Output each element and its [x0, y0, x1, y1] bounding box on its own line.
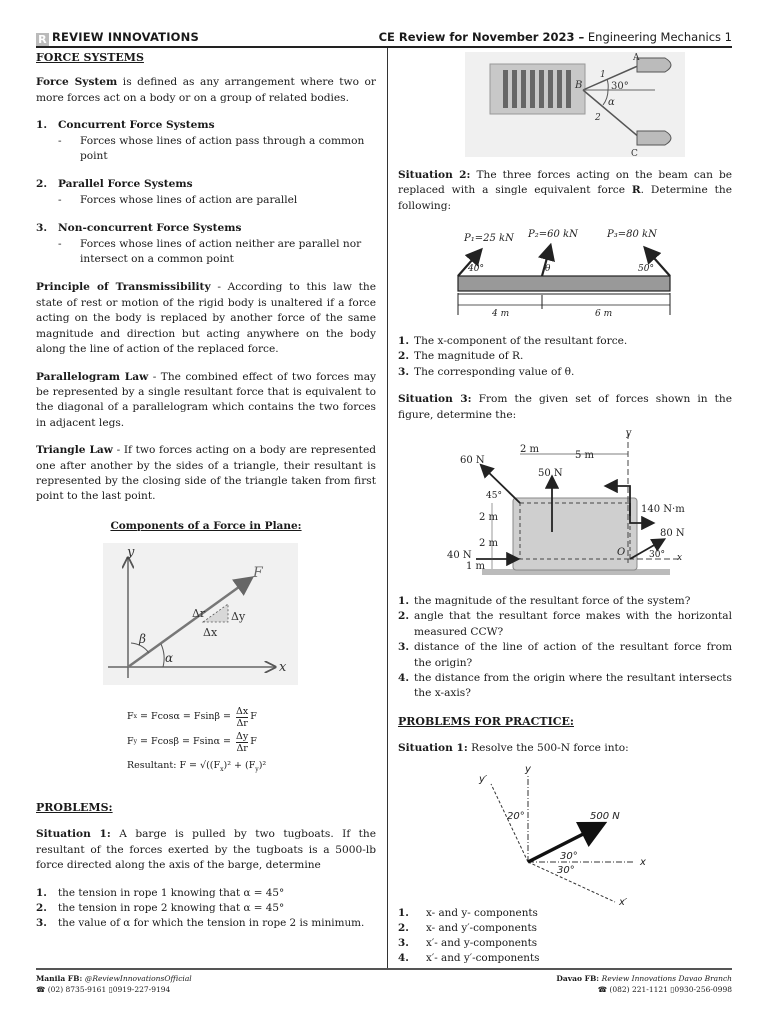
question-text: x′- and y-components: [426, 937, 538, 949]
situation-text: From the given set of forces shown in the figure, determine the:: [398, 393, 733, 421]
question-num: 1.: [398, 907, 409, 919]
question-item: [398, 671, 732, 702]
intro-term: Force System: [36, 76, 118, 89]
svg-text:x′: x′: [619, 897, 628, 907]
fraction: [236, 706, 248, 729]
barge-tugboat-diagram: [465, 52, 685, 157]
question-num: 1.: [36, 886, 47, 899]
force-components-diagram: [103, 543, 298, 685]
law-term: Parallelogram Law: [36, 370, 149, 383]
svg-text:40 N: 40 N: [447, 550, 472, 561]
svg-text:x: x: [640, 857, 646, 868]
svg-text:1: 1: [600, 70, 606, 80]
question-item: [398, 349, 732, 364]
question-item: [36, 901, 376, 916]
svg-text:30°: 30°: [560, 851, 578, 862]
footer-phone: ☎ (082) 221-1121 ▯0930-256-0998: [597, 985, 732, 994]
situation1-questions: [36, 886, 376, 932]
resolve-figure: [465, 762, 685, 907]
bullet-dash: -: [58, 134, 62, 147]
facebook-link[interactable]: Review Innovations Davao Branch: [601, 974, 732, 983]
situation1-paragraph: [36, 827, 376, 873]
situation3-paragraph: [398, 392, 732, 423]
numerator: Δx: [236, 705, 249, 717]
formula-fy: [127, 729, 307, 755]
column-divider: [387, 48, 388, 968]
svg-text:40°: 40°: [468, 264, 484, 274]
question-item: [398, 906, 732, 921]
svg-text:50 N: 50 N: [538, 468, 563, 479]
facebook-link[interactable]: @ReviewInnovationsOfficial: [84, 974, 192, 983]
left-column: [36, 50, 376, 534]
question-num: 2.: [398, 350, 410, 363]
formula-sub: x: [220, 765, 224, 773]
practice-title: PROBLEMS FOR PRACTICE:: [398, 714, 574, 728]
intro-text: is defined as any arrangement where two or more forces act on a body or on a group of related bodies.: [36, 76, 376, 104]
svg-text:60 N: 60 N: [460, 455, 485, 466]
question-num: 1.: [398, 335, 410, 347]
brand-logo: [36, 30, 199, 46]
svg-text:6 m: 6 m: [595, 309, 613, 319]
formula-fx: [127, 705, 307, 729]
question-text: x- and y- components: [426, 907, 538, 919]
footer-phone: ☎ (02) 8735-9161 ▯0919-227-9194: [36, 985, 171, 994]
bullet-dash: -: [58, 237, 62, 250]
situation-label: Situation 1:: [398, 742, 468, 755]
type-title: Parallel Force Systems: [58, 178, 193, 191]
question-item: [36, 886, 376, 901]
type-title: Concurrent Force Systems: [58, 119, 215, 132]
problems-section: [36, 800, 376, 932]
formula-term: F: [127, 736, 134, 747]
denominator: Δr: [236, 717, 248, 729]
situation2-questions: [398, 334, 732, 423]
svg-text:30°: 30°: [557, 865, 575, 876]
question-item: [398, 334, 732, 349]
question-text: distance of the line of action of the resultant force from the origin?: [414, 641, 732, 669]
question-num: 1.: [398, 595, 410, 607]
question-item: [398, 640, 732, 671]
situation-label: Situation 3:: [398, 393, 472, 406]
type-desc: Forces whose lines of action neither are parallel nor intersect on a common point: [80, 237, 362, 266]
question-text: the distance from the origin where the resultant intersects the x-axis?: [414, 672, 732, 700]
situation3-questions: [398, 594, 732, 757]
situation-label: Situation 2:: [398, 169, 471, 181]
law-paragraph: [36, 280, 376, 357]
type-desc: Forces whose lines of action are parallel: [80, 193, 298, 206]
svg-text:4 m: 4 m: [492, 309, 510, 319]
question-item: [398, 936, 732, 951]
question-item: [36, 916, 376, 931]
svg-text:2 m: 2 m: [479, 538, 499, 549]
question-item: [398, 951, 732, 966]
svg-text:x: x: [677, 553, 683, 563]
svg-text:P₁=25 kN: P₁=25 kN: [464, 233, 514, 244]
formula-term: = Fcosβ = Fsinα =: [136, 736, 235, 747]
svg-text:P₂=60 kN: P₂=60 kN: [528, 229, 578, 240]
svg-text:F: F: [253, 565, 263, 581]
svg-text:C: C: [631, 149, 638, 157]
type-item: [36, 177, 376, 208]
header-title-bold: CE Review for November 2023 –: [378, 30, 585, 44]
svg-text:B: B: [575, 80, 583, 91]
formula-sub: y: [133, 738, 137, 745]
law-term: Principle of Transmissibility: [36, 281, 211, 294]
situation-text: The three forces acting on the beam can be replaced with a single equivalent force: [398, 169, 732, 197]
resultant-symbol: R: [631, 184, 641, 197]
type-item: [36, 118, 376, 164]
question-num: 4.: [398, 672, 410, 685]
svg-text:2 m: 2 m: [520, 444, 540, 455]
practice1-paragraph: [398, 741, 732, 756]
svg-text:x: x: [279, 660, 287, 675]
type-item: [36, 221, 376, 267]
formula-term: )²: [258, 760, 267, 771]
logo-mark-icon: R: [36, 33, 49, 46]
type-num: 1.: [36, 119, 48, 132]
svg-text:140 N·m: 140 N·m: [641, 504, 685, 515]
svg-text:500 N: 500 N: [590, 811, 620, 822]
question-text: The x-component of the resultant force.: [414, 335, 628, 347]
law-paragraph: [36, 370, 376, 432]
law-text: - The combined effect of two forces may be represented by a single resultant force that is equivalent to the diagonal of a parallelogram which contains the two forces in adjacent legs.: [36, 370, 376, 429]
question-text: x- and y′-components: [426, 922, 537, 934]
type-title: Non-concurrent Force Systems: [58, 222, 242, 235]
question-text: the tension in rope 2 knowing that α = 45°: [58, 902, 285, 915]
question-text: x′- and y′-components: [426, 952, 540, 964]
question-num: 2.: [398, 922, 409, 934]
svg-text:O: O: [617, 547, 626, 558]
situation2-paragraph: [398, 168, 732, 214]
svg-text:θ: θ: [545, 264, 551, 274]
law-term: Triangle Law: [36, 444, 113, 457]
beam-figure: [450, 225, 680, 320]
question-num: 2.: [398, 610, 410, 623]
header-title-subject: Engineering Mechanics 1: [584, 30, 732, 44]
block-forces-diagram: [442, 428, 698, 583]
type-desc: Forces whose lines of action pass through a common point: [80, 134, 365, 163]
practice1-questions: [398, 906, 732, 966]
header-title: [379, 30, 732, 44]
formula-term: F: [250, 736, 257, 747]
denominator: Δr: [236, 742, 248, 754]
law-paragraph: [36, 443, 376, 505]
svg-text:y: y: [626, 428, 632, 439]
question-num: 4.: [398, 952, 409, 964]
svg-text:5 m: 5 m: [575, 450, 595, 461]
brand-name: REVIEW INNOVATIONS: [52, 30, 199, 44]
svg-text:Δr: Δr: [192, 607, 206, 620]
question-text: angle that the resultant force makes with the horizontal measured CCW?: [414, 610, 732, 638]
formula-term: Resultant: F = √((F: [127, 760, 221, 771]
footer-label: Manila FB:: [36, 974, 85, 983]
svg-text:y: y: [127, 545, 135, 560]
formula-term: )² + (F: [223, 760, 256, 771]
svg-text:20°: 20°: [507, 811, 525, 822]
svg-text:α: α: [165, 651, 174, 665]
force-system-types: [36, 118, 376, 267]
svg-text:1 m: 1 m: [466, 561, 486, 572]
svg-text:A: A: [633, 53, 640, 63]
svg-text:30°: 30°: [649, 550, 665, 560]
type-num: 3.: [36, 222, 48, 235]
component-formulas: [127, 705, 307, 777]
situation-text: Resolve the 500-N force into:: [467, 742, 629, 755]
question-item: [398, 609, 732, 640]
question-text: The corresponding value of θ.: [414, 365, 575, 378]
situation2-section: [398, 168, 732, 214]
question-text: the magnitude of the resultant force of the system?: [414, 595, 691, 607]
problems-title: PROBLEMS:: [36, 801, 113, 814]
question-text: the tension in rope 1 knowing that α = 45°: [58, 886, 285, 899]
formula-sub: y: [255, 765, 259, 773]
fraction: [236, 731, 248, 754]
svg-text:α: α: [608, 97, 615, 108]
type-num: 2.: [36, 178, 48, 191]
components-figure: [103, 543, 298, 685]
svg-text:y: y: [525, 764, 531, 775]
formula-sub: x: [133, 713, 137, 720]
svg-text:50°: 50°: [638, 264, 654, 274]
question-num: 2.: [36, 902, 47, 915]
intro-paragraph: [36, 75, 376, 106]
question-text: The magnitude of R.: [414, 350, 524, 363]
footer-davao: [556, 973, 732, 995]
question-item: [398, 365, 732, 380]
question-text: the value of α for which the tension in rope 2 is minimum.: [58, 917, 365, 930]
law-text: - If two forces acting on a body are represented one after another by the sides of a triangle, their resultant is represented by the closing side of the triangle taken from first point to the last point.: [36, 444, 376, 503]
numerator: Δy: [236, 730, 249, 742]
question-num: 3.: [36, 917, 47, 930]
formula-resultant: [127, 755, 307, 777]
page-header: [36, 28, 732, 48]
footer-label: Davao FB:: [556, 974, 602, 983]
block-figure: [442, 428, 698, 583]
formula-term: F: [250, 711, 257, 722]
svg-text:y′: y′: [479, 774, 488, 785]
situation-text: . Determine the following:: [398, 184, 732, 212]
svg-text:80 N: 80 N: [660, 528, 685, 539]
svg-text:P₃=80 kN: P₃=80 kN: [607, 229, 657, 240]
beam-forces-diagram: [450, 225, 680, 320]
question-num: 3.: [398, 641, 410, 654]
svg-text:Δx: Δx: [203, 626, 218, 639]
formula-term: F: [127, 711, 134, 722]
page-footer: [36, 968, 732, 994]
svg-text:β: β: [139, 632, 146, 646]
force-resolution-diagram: [465, 762, 685, 907]
footer-manila: [36, 973, 192, 995]
formula-term: = Fcosα = Fsinβ =: [136, 711, 235, 722]
situation-text: A barge is pulled by two tugboats. If the resultant of the forces exerted by the tugboats is a 5000-lb force directed along the axis of the barge, determine: [36, 828, 376, 872]
svg-text:2 m: 2 m: [479, 512, 499, 523]
question-item: [398, 921, 732, 936]
svg-text:2: 2: [595, 113, 601, 123]
bullet-dash: -: [58, 193, 62, 206]
question-num: 3.: [398, 937, 409, 949]
components-title: Components of a Force in Plane:: [110, 519, 302, 532]
law-text: - According to this law the state of rest or motion of the rigid body is unaltered if a force acting on the body is replaced by another force of the same magnitude and direction but acting anywhere on the body along the line of action of the replaced force.: [36, 281, 376, 356]
section-title: FORCE SYSTEMS: [36, 51, 144, 64]
svg-text:30°: 30°: [611, 81, 629, 92]
question-num: 3.: [398, 365, 410, 378]
svg-text:45°: 45°: [486, 491, 502, 501]
barge-figure: [465, 52, 685, 157]
situation-label: Situation 1:: [36, 828, 111, 841]
svg-text:Δy: Δy: [231, 610, 246, 623]
question-item: [398, 594, 732, 609]
